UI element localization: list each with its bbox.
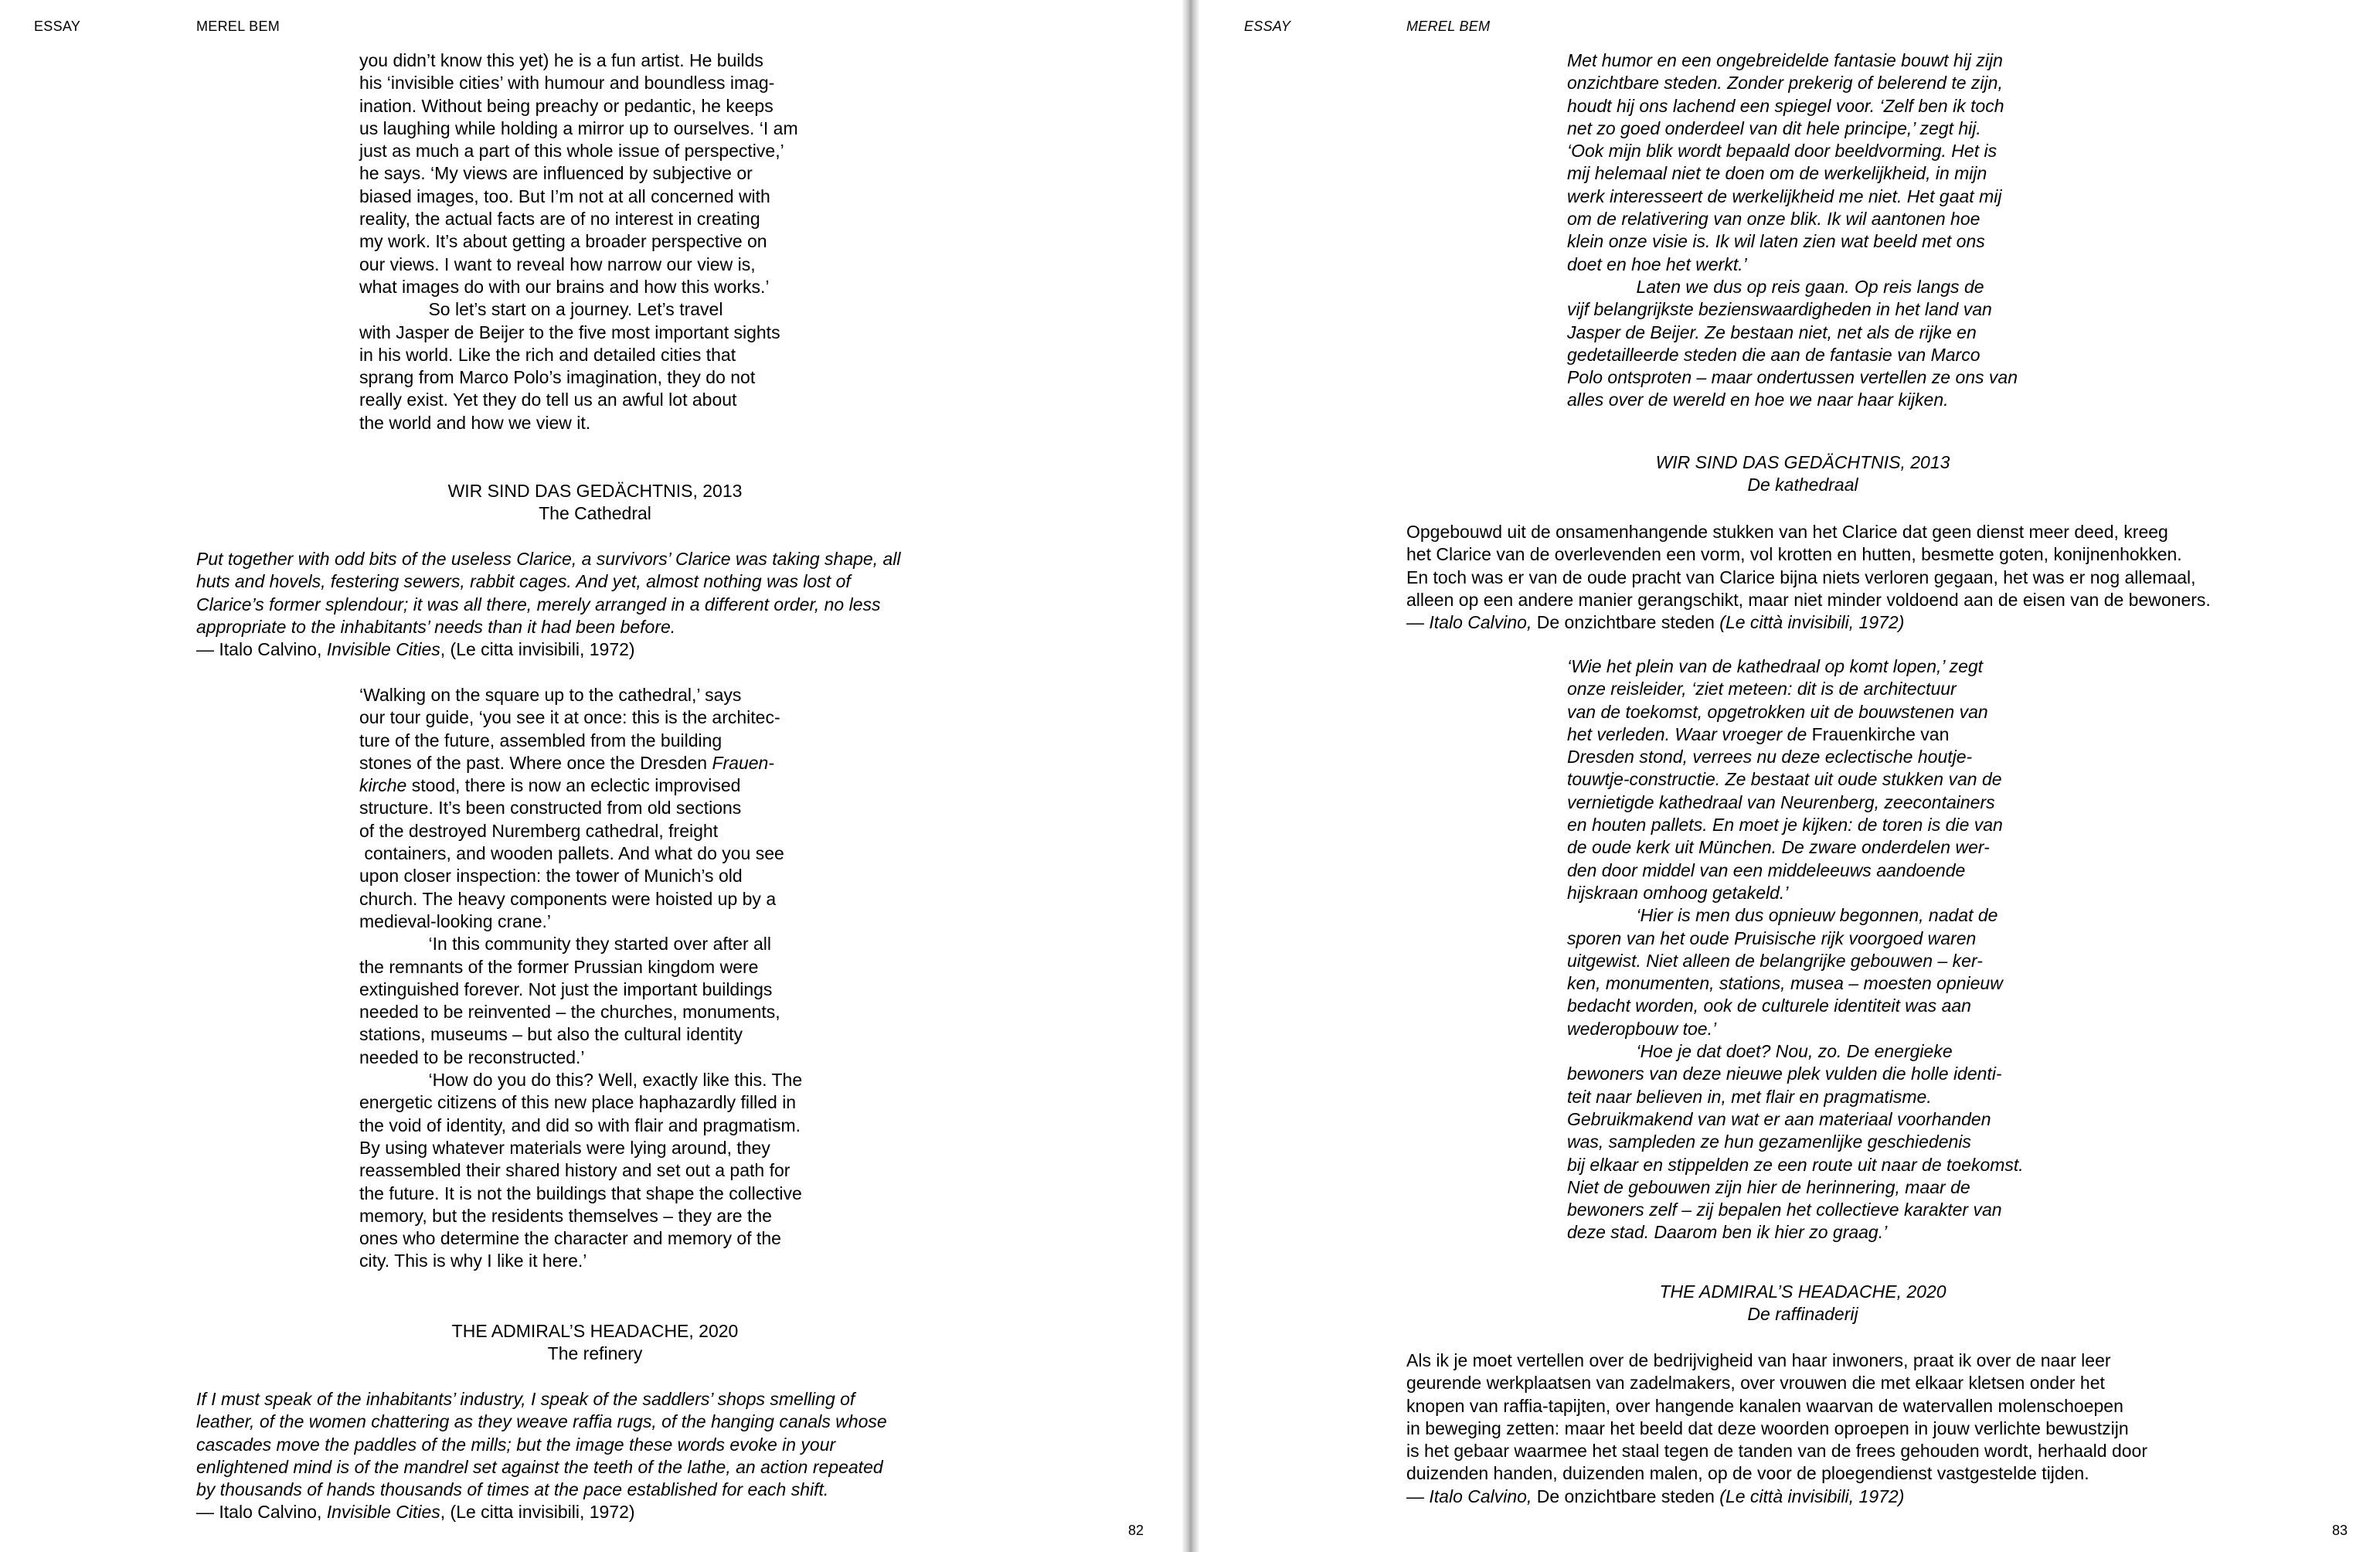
book-title: Invisible Cities: [326, 639, 440, 659]
attribution-prefix: — Italo Calvino,: [196, 639, 327, 659]
running-header-section: ESSAY: [34, 19, 81, 34]
italic-term: kirche: [359, 775, 407, 796]
intro-paragraph: you didn’t know this yet) he is a fun artist. He builds his ‘invisible cities’ with humour and boundless imag- ination. Without being preachy or pedantic, he keeps us laughing while holding a mirror up to ourselves. ‘I am just as much a part of this whole issue of perspective,’ he says. ‘My views are influenced by subjective or biased images, too. But I’m not at all concerned with reality, the actual facts are of no interest in creating my work. It’s about getting a broader perspective on our views. I want to reveal how narrow our view is, what images do with our brains and how this works.’ So let’s start on a journey. Let’s travel with Jasper de Beijer to the five most important sights in his world. Like the rich and detailed cities that sprang from Marco Polo’s imagination, they do not really exist. Yet they do tell us an awful lot about the world and how we view it.: [359, 50, 798, 433]
attribution-suffix: (Le città invisibili, 1972): [1714, 612, 1905, 632]
body-text: Dresden stond, verrees nu deze eclectische houtje- touwtje-constructie. Ze bestaat uit oude stukken van de vernietigde kathedraal van Neurenberg, zeecontainers en houten pallets. En moet je kijken: de toren is die van de oude kerk uit München. De zware onderdelen wer- den door middel van een middeleeuws aandoende hijskraan omhoog getakeld.’ ‘Hier is men dus opnieuw begonnen, nadat de sporen van het oude Pruisische rijk voorgoed waren uitgewist. Niet alleen de belangrijke gebouwen – ker- ken, monumenten, stations, musea – moesten opnieuw bedacht worden, ook de culturele identiteit was aan wederopbouw toe.’ ‘Hoe je dat doet? Nou, zo. De energieke bewoners van deze nieuwe plek vulden die holle identi- teit naar believen in, met flair en pragmatisme. Gebruikmakend van wat er aan materiaal voorhanden was, sampleden ze hun gezamenlijke geschiedenis bij elkaar en stippelden ze een route uit naar de toekomst. Niet de gebouwen zijn hier de herinnering, maar de bewoners zelf – zij bepalen het collectieve karakter van deze stad. Daarom ben ik hier zo graag.’: [1567, 747, 2024, 1243]
body-paragraph: [359, 684, 802, 1273]
epigraph-quote: If I must speak of the inhabitants’ industry, I speak of the saddlers’ shops smelling of leather, of the women chattering as they weave raffia rugs, of the hanging canals whose cascades move the paddles of the mills; but the image these words evoke in your enlightened mind is of the mandrel set against the teeth of the lathe, an action repeated by thousands of hands thousands of times at the pace established for each shift.: [196, 1389, 887, 1500]
epigraph-quote: Put together with odd bits of the useless Clarice, a survivors’ Clarice was taking shape, all huts and hovels, festering sewers, rabbit cages. And yet, almost nothing was lost of Clarice’s former splendour; it was all there, merely arranged in a different order, no less appropriate to the inhabitants’ needs than it had been before.: [196, 549, 901, 637]
section-subtitle: De kathedraal: [1747, 475, 1858, 495]
running-header-section: ESSAY: [1244, 19, 1291, 34]
section-title: WIR SIND DAS GEDÄCHTNIS, 2013: [447, 481, 743, 501]
running-header-author: MEREL BEM: [1406, 19, 1491, 34]
body-text: ‘Walking on the square up to the cathedral,’ says our tour guide, ‘you see it at once: this is the architec- ture of the future, assembled from the building stones of the past. Where once the Dresden: [359, 685, 780, 773]
epigraph-attribution: [1406, 1486, 1904, 1508]
attribution-suffix: (Le città invisibili, 1972): [1714, 1486, 1905, 1506]
roman-term: Frauenkirche van: [1811, 723, 1950, 744]
section-subtitle: De raffinaderij: [1747, 1304, 1858, 1324]
italic-term: Frauen-: [712, 752, 774, 773]
section-title: WIR SIND DAS GEDÄCHTNIS, 2013: [1655, 452, 1950, 472]
epigraph-attribution: [196, 638, 635, 661]
book-gutter: [1182, 0, 1199, 1552]
book-title: Invisible Cities: [326, 1502, 440, 1522]
page-number: 83: [2332, 1523, 2348, 1538]
attribution-prefix: — Italo Calvino,: [1406, 1486, 1537, 1506]
body-text: ‘Wie het plein van de kathedraal op komt lopen,’ zegt onze reisleider, ‘ziet meteen: dit is de architectuur van de toekomst, opgetrokken uit de bouwstenen van het verleden. Waar vroeger de: [1567, 656, 1988, 744]
section-subtitle: The Cathedral: [539, 503, 651, 523]
page-number: 82: [1128, 1523, 1144, 1538]
running-header-author: MEREL BEM: [196, 19, 280, 34]
attribution-suffix: , (Le citta invisibili, 1972): [440, 639, 635, 659]
attribution-prefix: — Italo Calvino,: [1406, 612, 1537, 632]
right-page: [1199, 0, 2380, 1552]
epigraph-quote: Als ik je moet vertellen over de bedrijvigheid van haar inwoners, praat ik over de naar leer geurende werkplaatsen van zadelmakers, over vrouwen die met elkaar kletsen onder het knopen van raffia-tapijten, over hangende kanalen waarvan de watervallen molenschoepen in beweging zetten: maar het beeld dat deze woorden oproepen in jouw verlichte bewustzijn is het gebaar waarmee het staal tegen de tanden van de frees gehouden wordt, herhaald door duizenden handen, duizenden malen, op de voor de ploegendienst vastgestelde tijden.: [1406, 1350, 2148, 1484]
epigraph-quote: Opgebouwd uit de onsamenhangende stukken van het Clarice dat geen dienst meer deed, kreeg het Clarice van de overlevenden een vorm, vol krotten en hutten, besmette goten, konijnenhokken. En toch was er van de oude pracht van Clarice bijna niets verloren gegaan, het was er nog allemaal, alleen op een andere manier gerangschikt, maar niet minder voldoend aan de eisen van de bewoners.: [1406, 522, 2211, 610]
attribution-prefix: — Italo Calvino,: [196, 1502, 327, 1522]
attribution-suffix: , (Le citta invisibili, 1972): [440, 1502, 635, 1522]
body-paragraph: [1567, 655, 2024, 1244]
epigraph-attribution: [196, 1501, 635, 1523]
section-title: THE ADMIRAL’S HEADACHE, 2020: [451, 1321, 739, 1341]
book-title: De onzichtbare steden: [1536, 612, 1715, 632]
section-subtitle: The refinery: [547, 1343, 643, 1363]
body-text: stood, there is now an eclectic improvised structure. It’s been constructed from old sections of the destroyed Nuremberg cathedral, freight containers, and wooden pallets. And what do you see upon closer inspection: the tower of Munich’s old church. The heavy components were hoisted up by a medieval-looking crane.’ ‘In this community they started over after all the remnants of the former Prussian kingdom were extinguished forever. Not just the important buildings needed to be reinvented – the churches, monuments, stations, museums – but also the cultural identity needed to be reconstructed.’ ‘How do you do this? Well, exactly like this. The energetic citizens of this new place haphazardly filled in the void of identity, and did so with flair and pragmatism. By using whatever materials were lying around, they reassembled their shared history and set out a path for the future. It is not the buildings that shape the collective memory, but the residents themselves – they are the ones who determine the character and memory of the city. This is why I like it here.’: [359, 775, 803, 1271]
left-page: [0, 0, 1182, 1552]
book-title: De onzichtbare steden: [1536, 1486, 1715, 1506]
intro-paragraph: Met humor en een ongebreidelde fantasie bouwt hij zijn onzichtbare steden. Zonder prekerig of belerend te zijn, houdt hij ons lachend een spiegel voor. ‘Zelf ben ik toch net zo goed onderdeel van dit hele principe,’ zegt hij. ‘Ook mijn blik wordt bepaald door beeldvorming. Het is mij helemaal niet te doen om de werkelijkheid, in mijn werk interesseert de werkelijkheid me niet. Het gaat mij om de relativering van onze blik. Ik wil aantonen hoe klein onze visie is. Ik wil laten zien wat beeld met ons doet en hoe het werkt.’ Laten we dus op reis gaan. Op reis langs de vijf belangrijkste bezienswaardigheden in het land van Jasper de Beijer. Ze bestaan niet, net als de rijke en gedetailleerde steden die aan de fantasie van Marco Polo ontsproten – maar ondertussen vertellen ze ons van alles over de wereld en hoe we naar haar kijken.: [1567, 50, 2018, 410]
section-title: THE ADMIRAL’S HEADACHE, 2020: [1659, 1281, 1946, 1302]
epigraph-attribution: [1406, 611, 1904, 634]
